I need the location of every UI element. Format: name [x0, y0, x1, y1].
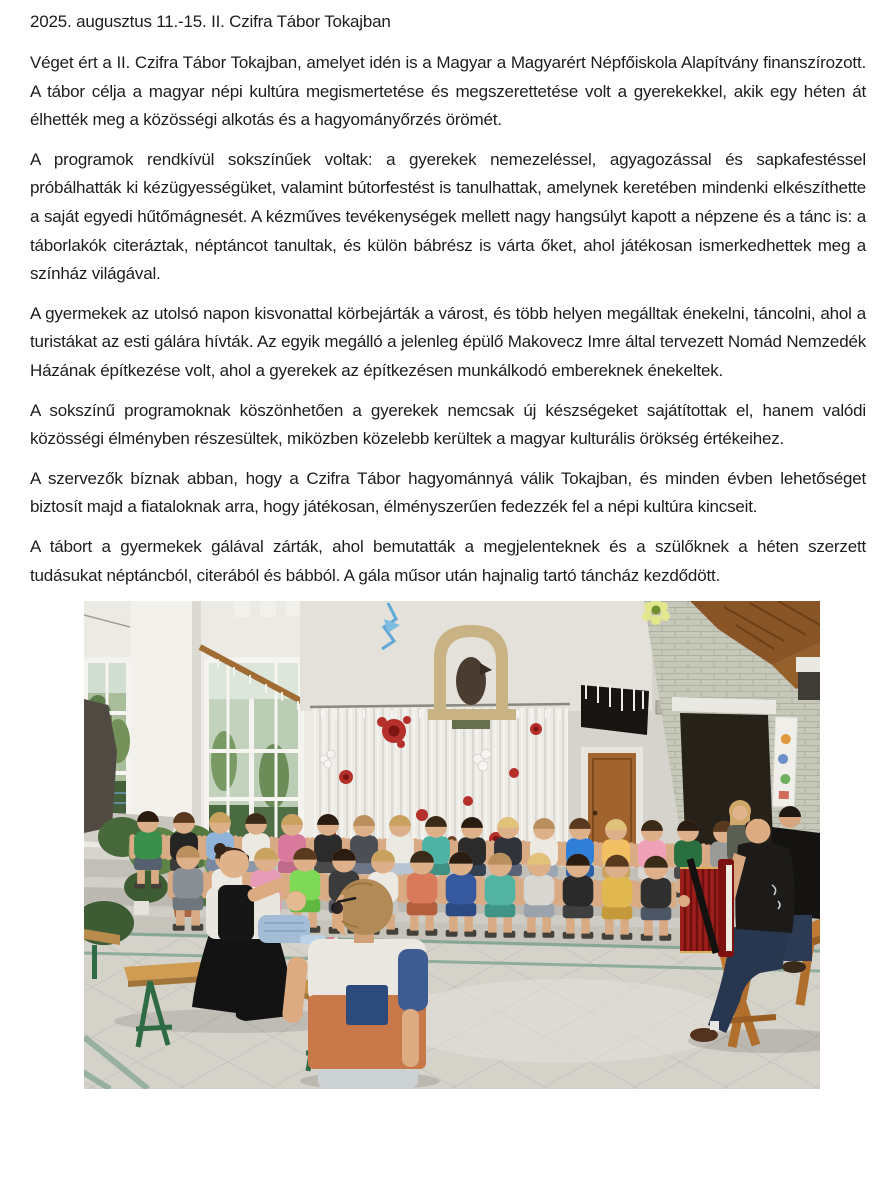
camp-gala-photo-svg	[84, 601, 820, 1089]
paragraph-2: A programok rendkívül sokszínűek voltak: a gyerekek nemezeléssel, agyagozással és sapkafestéssel próbálhatták ki kézügyességüket, valamint bútorfestést is tanulhattak, amelynek keretében mindenki elkészíthette a saját egyedi hűtőmágnesét. A kézműves tevékenységek mellett nagy hangsúlyt kapott a népzene és a tánc is: a táborlakók citeráztak, néptáncot tanultak, és külön bábrész is várta őket, ahol játékosan ismerkedhettek meg a színház világával.	[30, 149, 866, 284]
photo-banner	[772, 717, 797, 808]
photo-accordion	[678, 859, 734, 957]
paragraph-1: Véget ért a II. Czifra Tábor Tokajban, amelyet idén is a Magyar a Magyarért Népfőiskola Alapítvány finanszírozott. A tábor célja a magyar népi kultúra megismertetése és megszerettetése volt a gyerekekkel, akik egy héten át élhették meg a közösségi alkotás és a hagyományőrzés örömét.	[30, 53, 866, 130]
paragraph-6: A tábort a gyermekek gálával zárták, ahol bemutatták a megjelenteknek és a szülőknek a héten szerzett tudásukat néptáncból, citerából és bábból. A gála műsor után hajnalig tartó táncház kezdődött.	[30, 536, 866, 585]
document-title: 2025. augusztus 11.-15. II. Czifra Tábor Tokajban	[30, 12, 391, 31]
paragraph-3: A gyermekek az utolsó napon kisvonattal körbejárták a várost, és több helyen megálltak énekelni, táncolni, ahol a turistákat az esti gálára hívták. Az egyik megálló a jelenleg épülő Makovecz Imre által tervezett Nomád Nemzedék Házának építkezése volt, ahol a gyerekek az építkezésen munkálkodó embereknek énekeltek.	[30, 303, 866, 380]
paragraph-5: A szervezők bíznak abban, hogy a Czifra Tábor hagyománnyá válik Tokajban, és minden évben lehetőséget biztosít majd a fiataloknak arra, hogy játékosan, élményszerűen fedezzék fel a népi kultúra kincseit.	[30, 468, 866, 517]
paragraph-4: A sokszínű programoknak köszönhetően a gyerekek nemcsak új készségeket sajátítottak el, hanem valódi közösségi élményben részesültek, miközben közelebb kerültek a magyar kulturális örökség értékeihez.	[30, 400, 866, 449]
camp-gala-photo	[84, 601, 820, 1089]
